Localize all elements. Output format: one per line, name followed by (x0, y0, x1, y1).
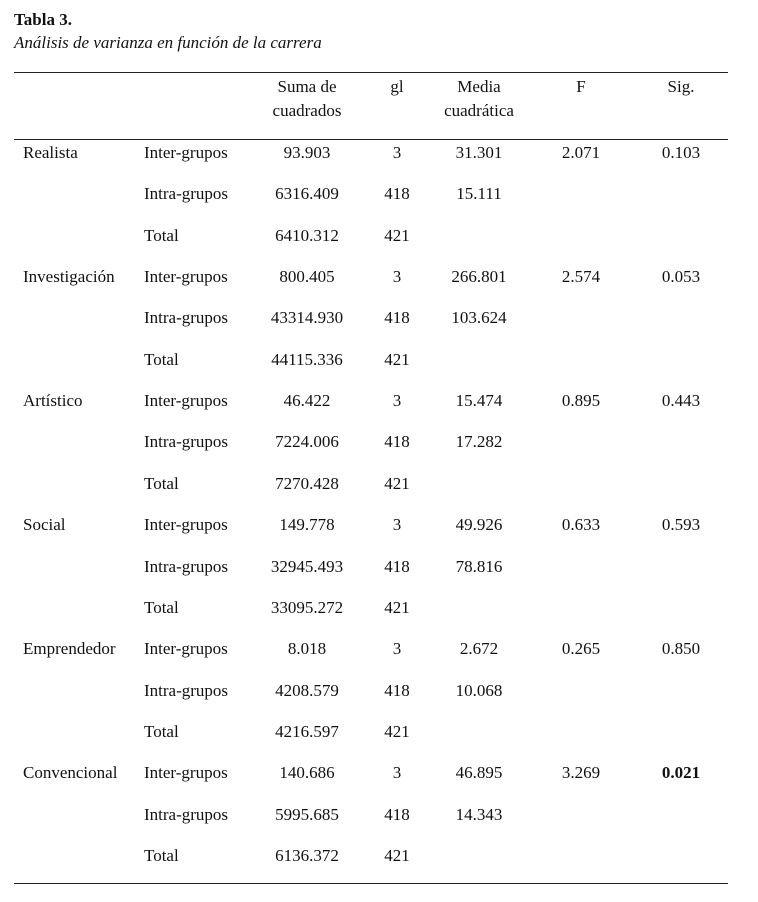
cell-mean-square: 266.801 (451, 267, 507, 286)
cell-mean-square: 17.282 (455, 432, 503, 451)
cell-sum-of-squares: 43314.930 (270, 308, 344, 327)
cell-mean-square: 49.926 (455, 515, 503, 534)
cell-sum-of-squares: 8.018 (287, 639, 327, 658)
cell-source: Inter-grupos (144, 763, 228, 782)
cell-source: Intra-grupos (144, 184, 229, 203)
cell-source: Inter-grupos (144, 391, 228, 410)
cell-mean-square: 15.111 (456, 184, 502, 203)
cell-gl: 3 (392, 515, 402, 534)
cell-gl: 421 (384, 474, 410, 493)
cell-sum-of-squares: 5995.685 (275, 805, 339, 824)
cell-sum-of-squares: 6316.409 (275, 184, 339, 203)
cell-source: Intra-grupos (144, 557, 229, 576)
cell-factor: Social (23, 515, 66, 534)
cell-sum-of-squares: 46.422 (283, 391, 331, 410)
cell-gl: 3 (392, 639, 402, 658)
cell-source: Intra-grupos (144, 308, 229, 327)
cell-sig: 0.053 (661, 267, 701, 286)
cell-f: 0.633 (561, 515, 601, 534)
cell-mean-square: 2.672 (459, 639, 499, 658)
cell-gl: 418 (384, 557, 410, 576)
cell-source: Total (144, 846, 179, 865)
cell-source: Intra-grupos (144, 805, 229, 824)
cell-sum-of-squares: 149.778 (279, 515, 335, 534)
cell-source: Inter-grupos (144, 267, 228, 286)
column-header-sig: Sig. (667, 77, 695, 96)
cell-f: 2.574 (561, 267, 601, 286)
cell-f: 2.071 (561, 143, 601, 162)
cell-sig: 0.443 (661, 391, 701, 410)
cell-sum-of-squares: 32945.493 (270, 557, 344, 576)
header-rule (14, 139, 728, 140)
cell-sig: 0.103 (661, 143, 701, 162)
cell-gl: 418 (384, 432, 410, 451)
cell-sig: 0.593 (661, 515, 701, 534)
cell-sum-of-squares: 6410.312 (275, 226, 339, 245)
cell-factor: Artístico (23, 391, 83, 410)
cell-gl: 418 (384, 681, 410, 700)
cell-source: Inter-grupos (144, 515, 228, 534)
cell-mean-square: 10.068 (455, 681, 503, 700)
cell-mean-square: 15.474 (455, 391, 503, 410)
cell-source: Total (144, 226, 179, 245)
cell-source: Inter-grupos (144, 639, 228, 658)
column-header-mean-square (427, 75, 531, 123)
cell-sum-of-squares: 93.903 (283, 143, 331, 162)
cell-source: Inter-grupos (144, 143, 228, 162)
cell-f: 0.895 (561, 391, 601, 410)
table-title: Tabla 3. (14, 10, 72, 29)
cell-factor: Emprendedor (23, 639, 116, 658)
cell-factor: Investigación (23, 267, 115, 286)
cell-mean-square: 78.816 (455, 557, 503, 576)
cell-sum-of-squares: 7224.006 (275, 432, 339, 451)
cell-factor: Convencional (23, 763, 118, 782)
cell-mean-square: 46.895 (455, 763, 503, 782)
cell-gl: 3 (392, 763, 402, 782)
column-header-mean-square-line2: cuadrática (444, 101, 514, 120)
cell-gl: 421 (384, 846, 410, 865)
cell-gl: 418 (384, 308, 410, 327)
cell-sum-of-squares: 800.405 (279, 267, 335, 286)
cell-f: 3.269 (561, 763, 601, 782)
cell-gl: 421 (384, 722, 410, 741)
cell-source: Intra-grupos (144, 681, 229, 700)
cell-sum-of-squares: 4208.579 (275, 681, 339, 700)
top-rule (14, 72, 728, 73)
table-subtitle: Análisis de varianza en función de la carrera (14, 33, 322, 52)
cell-mean-square: 14.343 (455, 805, 503, 824)
column-header-f: F (576, 77, 586, 96)
cell-gl: 3 (392, 267, 402, 286)
column-header-sum-of-squares-line2: cuadrados (272, 101, 342, 120)
cell-gl: 418 (384, 184, 410, 203)
cell-sig: 0.021 (661, 763, 701, 782)
cell-gl: 3 (392, 143, 402, 162)
cell-mean-square: 103.624 (451, 308, 507, 327)
column-header-sum-of-squares-line1: Suma de (277, 77, 337, 96)
column-header-mean-square-line1: Media (457, 77, 501, 96)
cell-source: Total (144, 722, 179, 741)
cell-sum-of-squares: 44115.336 (271, 350, 343, 369)
cell-sum-of-squares: 4216.597 (275, 722, 339, 741)
cell-mean-square: 31.301 (455, 143, 503, 162)
cell-source: Total (144, 598, 179, 617)
cell-f: 0.265 (561, 639, 601, 658)
cell-source: Total (144, 350, 179, 369)
cell-source: Total (144, 474, 179, 493)
cell-sum-of-squares: 33095.272 (270, 598, 344, 617)
cell-sum-of-squares: 140.686 (279, 763, 335, 782)
bottom-rule (14, 883, 728, 884)
cell-sum-of-squares: 7270.428 (275, 474, 339, 493)
cell-sum-of-squares: 6136.372 (275, 846, 339, 865)
cell-source: Intra-grupos (144, 432, 229, 451)
column-header-gl: gl (390, 77, 404, 96)
cell-gl: 3 (392, 391, 402, 410)
cell-gl: 421 (384, 598, 410, 617)
cell-gl: 421 (384, 226, 410, 245)
cell-gl: 418 (384, 805, 410, 824)
column-header-sum-of-squares (247, 75, 367, 123)
cell-factor: Realista (23, 143, 78, 162)
cell-sig: 0.850 (661, 639, 701, 658)
cell-gl: 421 (384, 350, 410, 369)
